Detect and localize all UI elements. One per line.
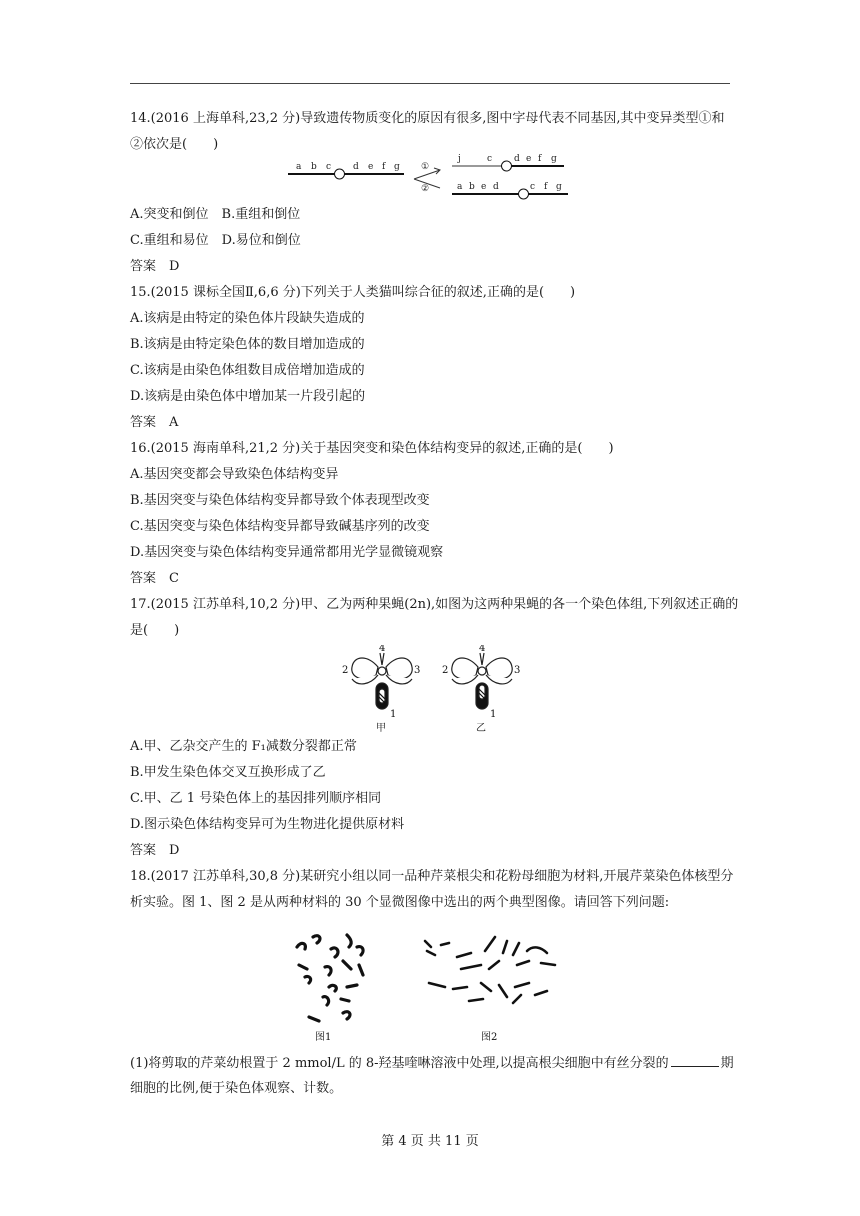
arrow-label-2: ② [421,184,430,194]
left-gene-b: b [311,162,317,172]
jia-label-3: 3 [414,665,421,676]
q14-options-line2: C.重组和易位 D.易位和倒位 [130,233,301,248]
bottom-gene-g: g [556,182,562,192]
arrow-label-1: ① [421,162,430,172]
q14-answer: 答案 D [130,259,180,274]
figure-1-caption: 图1 [315,1032,332,1043]
jia-label-2: 2 [342,665,349,676]
karyotype-jia [352,653,412,709]
q17-chromosome-figure [340,645,530,735]
q18-sub1-line1 [130,1054,734,1073]
bottom-gene-e: e [481,182,487,192]
yi-label-4: 4 [479,645,486,654]
yi-label-3: 3 [514,665,521,676]
yi-label-2: 2 [442,665,449,676]
answer-blank[interactable] [671,1054,719,1067]
header-rule [130,83,730,84]
figure-2-caption: 图2 [481,1032,498,1043]
q14-options-line1: A.突变和倒位 B.重组和倒位 [130,207,301,222]
bottom-gene-d: d [493,182,499,192]
jia-caption: 甲 [376,723,386,734]
figure-2-chromosomes [425,937,555,1003]
q15-stem: 15.(2015 课标全国Ⅱ,6,6 分)下列关于人类猫叫综合征的叙述,正确的是( ) [130,285,576,300]
q16-option-a: A.基因突变都会导致染色体结构变异 [130,467,339,482]
bottom-gene-a: a [457,182,463,192]
bottom-gene-f: f [544,182,548,192]
top-gene-c: c [487,154,493,164]
q17-option-a: A.甲、乙杂交产生的 F₁减数分裂都正常 [130,739,357,754]
jia-label-4: 4 [379,645,386,654]
left-gene-g: g [394,162,400,172]
q18-sub1-text: (1)将剪取的芹菜幼根置于 2 mmol/L 的 8-羟基喹啉溶液中处理,以提高根尖细胞中有丝分裂的 [130,1056,669,1071]
q16-stem: 16.(2015 海南单科,21,2 分)关于基因突变和染色体结构变异的叙述,正确的是( ) [130,441,614,456]
q18-sub1-suffix: 期 [720,1056,734,1071]
q17-option-b: B.甲发生染色体交叉互换形成了乙 [130,765,326,780]
left-gene-a: a [296,162,302,172]
q18-sub1-line2: 细胞的比例,便于染色体观察、计数。 [130,1081,343,1096]
top-gene-g: g [551,154,557,164]
top-gene-e: e [526,154,532,164]
bottom-gene-b: b [469,182,475,192]
q15-option-c: C.该病是由染色体组数目成倍增加造成的 [130,363,365,378]
q14-stem-line1: 14.(2016 上海单科,23,2 分)导致遗传物质变化的原因有很多,图中字母代表不同基因,其中变异类型①和 [130,111,725,126]
q18-micrograph-figure [285,925,575,1045]
q14-stem-line2: ②依次是( ) [130,137,219,152]
top-gene-j: j [458,154,461,164]
q16-option-b: B.基因突变与染色体结构变异都导致个体表现型改变 [130,493,430,508]
top-gene-f: f [538,154,542,164]
q15-option-b: B.该病是由特定染色体的数目增加造成的 [130,337,365,352]
jia-label-1: 1 [390,709,397,720]
karyotype-yi [452,653,512,709]
q18-stem-line2: 析实验。图 1、图 2 是从两种材料的 30 个显微图像中选出的两个典型图像。请回答下列问题: [130,895,670,910]
bottom-gene-c: c [530,182,536,192]
q15-answer: 答案 A [130,415,179,430]
q18-stem-line1: 18.(2017 江苏单科,30,8 分)某研究小组以同一品种芹菜根尖和花粉母细胞为材料,开展芹菜染色体核型分 [130,869,734,884]
q17-option-d: D.图示染色体结构变异可为生物进化提供原材料 [130,817,405,832]
q17-option-c: C.甲、乙 1 号染色体上的基因排列顺序相同 [130,791,382,806]
page-footer: 第 4 页 共 11 页 [381,1134,479,1149]
q16-option-d: D.基因突变与染色体结构变异通常都用光学显微镜观察 [130,545,444,560]
q17-stem-line1: 17.(2015 江苏单科,10,2 分)甲、乙为两种果蝇(2n),如图为这两种果蝇的各一个染色体组,下列叙述正确的 [130,597,739,612]
q15-option-d: D.该病是由染色体中增加某一片段引起的 [130,389,366,404]
figure-1-chromosomes [297,935,363,1021]
q17-stem-line2: 是( ) [130,623,180,638]
q14-gene-figure [280,152,580,202]
left-gene-c: c [326,162,332,172]
top-gene-d: d [514,154,520,164]
left-gene-d: d [353,162,359,172]
q15-option-a: A.该病是由特定的染色体片段缺失造成的 [130,311,365,326]
q16-option-c: C.基因突变与染色体结构变异都导致碱基序列的改变 [130,519,430,534]
left-gene-e: e [368,162,374,172]
yi-caption: 乙 [476,723,486,734]
q16-answer: 答案 C [130,571,179,586]
left-gene-f: f [382,162,386,172]
yi-label-1: 1 [490,709,497,720]
q17-answer: 答案 D [130,843,180,858]
